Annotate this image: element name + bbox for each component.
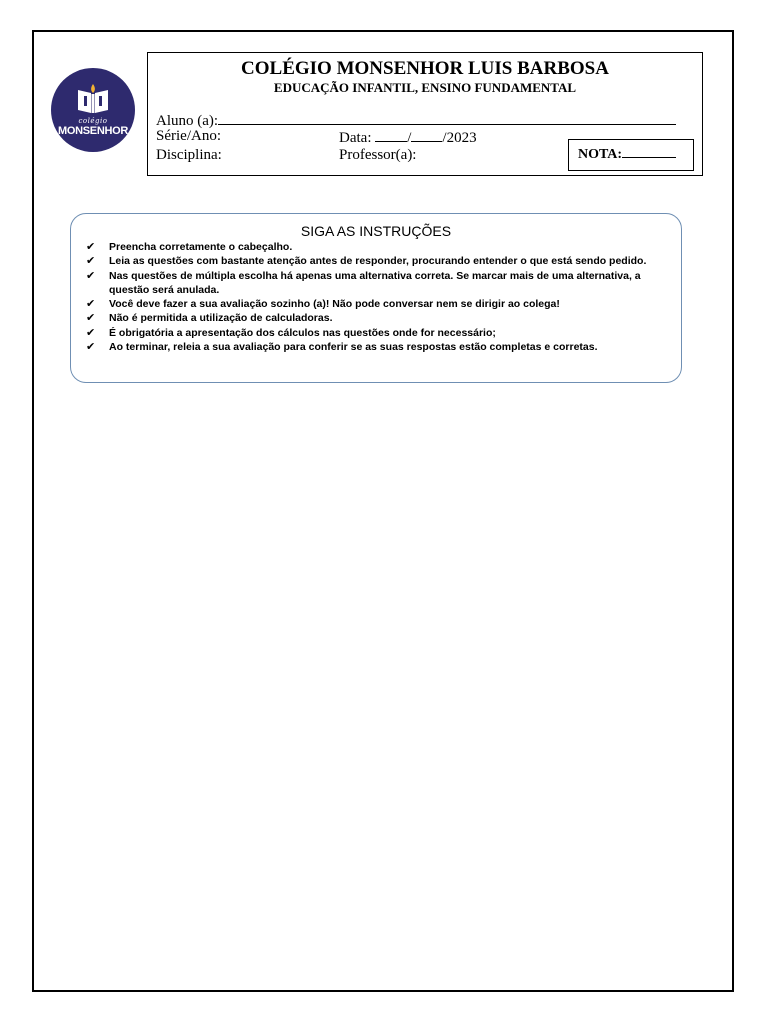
instruction-text: Leia as questões com bastante atenção antes de responder, procurando entender o que está sendo pedido. (109, 255, 647, 268)
school-name: COLÉGIO MONSENHOR LUIS BARBOSA (241, 58, 609, 79)
instruction-text: É obrigatória a apresentação dos cálculos nas questões onde for necessário; (109, 326, 496, 339)
list-item (86, 269, 666, 298)
instruction-text: Ao terminar, releia a sua avaliação para conferir se as suas respostas estão completas e corretas. (109, 341, 598, 354)
book-torch-icon (76, 84, 110, 114)
instructions-list (86, 240, 666, 354)
checkmark-icon: ✔ (86, 254, 96, 268)
aluno-field[interactable] (218, 111, 676, 125)
checkmark-icon: ✔ (86, 268, 96, 282)
instruction-text: Não é permitida a utilização de calculadoras. (109, 312, 333, 325)
instruction-text: Você deve fazer a sua avaliação sozinho (a)! Não pode conversar nem se dirigir ao colega! (109, 298, 560, 311)
list-item (86, 311, 666, 325)
nota-field[interactable] (622, 145, 676, 158)
checkmark-icon: ✔ (86, 311, 96, 325)
data-month-field[interactable] (411, 128, 442, 142)
data-row (339, 128, 477, 147)
list-item (86, 326, 666, 340)
instructions-title: SIGA AS INSTRUÇÕES (300, 223, 452, 239)
checkmark-icon: ✔ (86, 297, 96, 311)
exam-header (147, 52, 703, 176)
instructions-box (70, 213, 682, 383)
logo-small-text: colégio (78, 116, 108, 125)
data-separator: / (407, 130, 412, 146)
instruction-text: Preencha corretamente o cabeçalho. (109, 241, 293, 253)
list-item (86, 340, 666, 354)
disciplina-label: Disciplina: (156, 147, 222, 163)
checkmark-icon: ✔ (86, 340, 96, 354)
data-day-field[interactable] (375, 128, 407, 142)
list-item (86, 254, 666, 268)
data-label: Data: (339, 130, 372, 146)
nota-box (568, 139, 694, 171)
nota-label: NOTA: (578, 147, 623, 162)
instruction-text: Nas questões de múltipla escolha há apenas uma alternativa correta. Se marcar mais de uma alternativa, a questão será anulada. (109, 269, 641, 296)
data-year: /2023 (442, 130, 477, 146)
list-item (86, 240, 666, 254)
school-logo (51, 68, 135, 152)
checkmark-icon: ✔ (86, 325, 96, 339)
checkmark-icon: ✔ (86, 240, 96, 253)
professor-label: Professor(a): (339, 147, 417, 163)
school-subtitle: EDUCAÇÃO INFANTIL, ENSINO FUNDAMENTAL (273, 80, 577, 95)
serie-label: Série/Ano: (156, 128, 221, 144)
logo-name-text: MONSENHOR (57, 124, 129, 137)
list-item (86, 297, 666, 311)
aluno-label: Aluno (a): (156, 113, 219, 129)
